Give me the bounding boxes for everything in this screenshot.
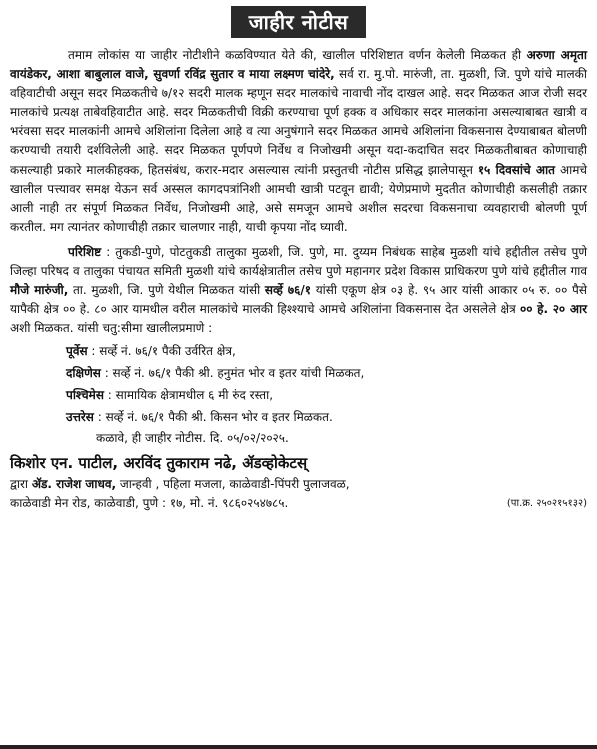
boundary-direction: दक्षिणेस xyxy=(66,366,101,381)
boundary-direction: उत्तरेस xyxy=(66,410,94,425)
boundary-north xyxy=(66,406,587,428)
deadline-days: १५ दिवसांचे आत xyxy=(477,162,555,177)
closing-line: कळावे, ही जाहीर नोटीस. दि. ०५/०२/२०२५. xyxy=(96,431,289,446)
body-text-b: सर्व रा. मु.पो. मारुंजी, ता. मुळशी, जि. पुणे यांचे मालकी वहिवाटीची असून सदर मिळकतीचे ७/१२ सदरी मालक म्हणून सदर मालकांचे नावाची नोंद दाखल आहे. सदर मिळकत आज रोजी सदर मालकांचे प्रत्यक्ष ताबेवहिवाटीत आहे. सदर मिळकतीची विक्री करण्याचा पूर्ण हक्क व अधिकार सदर मालकांना असल्याबाबत खात्री व भरंवसा सदर मालकांनी आमचे अशिलांना दिलेला आहे व त्या अनुषंगाने सदर मिळकत आमचे अशिलांना विकसनास देण्याबाबत बोलणी करण्याची तयारी दर्शविलेली आहे. सदर मिळकत पूर्णपणे निर्वेध व निजोखमी असून यदा-कदाचित सदर मिळकतीबाबत कोणाचाही कसल्याही प्रकारे मालकीहक्क, हितसंबंध, करार-मदार असल्यास त्यांनी प्रस्तुतची नोटीस प्रसिद्ध झालेपासून xyxy=(10,67,587,177)
title-area xyxy=(10,0,587,46)
boundary-text: : सर्व्हे नं. ७६/१ पैकी उर्वरित क्षेत्र, xyxy=(87,344,236,359)
address-line-1 xyxy=(10,475,587,494)
schedule-paragraph xyxy=(10,243,587,338)
schedule-text-c: यांसी एकूण क्षेत्र ०३ हे. ९५ आर यांसी आकार ०५ रु. ०० पैसे यापैकी क्षेत्र ०० हे. ८० आर यामधील वरील मालकांचे मालकी हिश्श्याचे आमचे अशिलांना विकसनास देत असलेले क्षेत्र xyxy=(10,283,587,317)
boundary-text: : सर्व्हे नं. ७६/१ पैकी श्री. हनुमंत भोर व इतर यांची मिळकत, xyxy=(100,366,365,381)
advocate-contact-name: ॲड. राजेश जाधव, xyxy=(31,477,117,492)
address-prefix: द्वारा xyxy=(10,477,32,492)
boundary-west xyxy=(66,384,587,406)
address-line-2 xyxy=(10,494,587,513)
notice-title: जाहीर नोटीस xyxy=(231,6,367,38)
schedule-text-d: अशी मिळकत. यांसी चतु:सीमा खालीलप्रमाणे : xyxy=(10,321,213,336)
survey-number: सर्व्हे ७६/१ xyxy=(264,283,311,298)
boundary-text: : सर्व्हे नं. ७६/१ पैकी श्री. किसन भोर व इतर मिळकत. xyxy=(93,410,333,425)
address-text: काळेवाडी मेन रोड, काळेवाडी, पुणे : १७, मो. नं. ९८६०२५४७८५. xyxy=(10,496,289,511)
bottom-border xyxy=(0,745,597,749)
schedule-label: परिशिष्ट xyxy=(68,244,102,259)
village-name: मौजे मारुंजी, xyxy=(10,283,69,298)
schedule-text-a: : तुकडी-पुणे, पोटतुकडी तालुका मुळशी, जि. पुणे, मा. दुय्यम निबंधक साहेब मुळशी यांचे हद्दीतील तसेच पुणे जिल्हा परिषद व तालुका पंचायत समिती मुळशी यांचे कार्यक्षेत्रातील तसेच पुणे महानगर प्रदेश विकास प्राधिकरण पुणे यांचे हद्दीतील गाव xyxy=(10,244,587,279)
notice-body-paragraph xyxy=(10,46,587,237)
boundary-east xyxy=(66,340,587,362)
advocates-names: किशोर एन. पाटील, अरविंद तुकाराम नढे, ॲडव्होकेटस् xyxy=(10,454,308,473)
boundary-direction: पूर्वेस xyxy=(66,344,88,359)
boundaries-list xyxy=(10,340,587,428)
boundary-text: : सामायिक क्षेत्रामधील ६ मी रुंद रस्ता, xyxy=(103,388,274,403)
schedule-text-b: ता. मुळशी, जि. पुणे येथील मिळकत यांसी xyxy=(68,283,265,298)
boundary-direction: पश्चिमेस xyxy=(66,388,104,403)
area-value: ०० हे. २० आर xyxy=(520,302,587,317)
body-text-c: आमचे खालील पत्त्यावर समक्ष येऊन सर्व अस्सल कागदपत्रांनिशी आमची खात्री पटवून द्यावी; येणेप्रमाणे मुदतीत कोणाचीही कसलीही तक्रार आली नाही तर संपूर्ण मिळकत निर्वेध, निजोखमी आहे, असे समजून आमचे अशील सदरचा विकसनाचा व्यवहाराची बोलणी पूर्ण करतील. मग त्यानंतर कोणाचीही तक्रार चालणार नाही, याची कृपया नोंद घ्यावी. xyxy=(10,162,587,234)
reference-number: (पा.क्र. २५०२१५१३२) xyxy=(506,498,587,510)
boundary-south xyxy=(66,362,587,384)
owner-names: अरुणा अमृता वायंडेकर, आशा बाबुलाल वाजे, सुवर्णा रविंद्र सुतार व माया लक्ष्मण चांदेरे, xyxy=(10,48,587,82)
address-rest: जान्हवी , पहिला मजला, काळेवाडी-पिंपरी पुलाजवळ, xyxy=(116,477,350,492)
body-text-a: तमाम लोकांस या जाहीर नोटीशीने कळविण्यात येते की, खालील परिशिष्टात वर्णन केलेली मिळकत ही xyxy=(68,48,527,62)
